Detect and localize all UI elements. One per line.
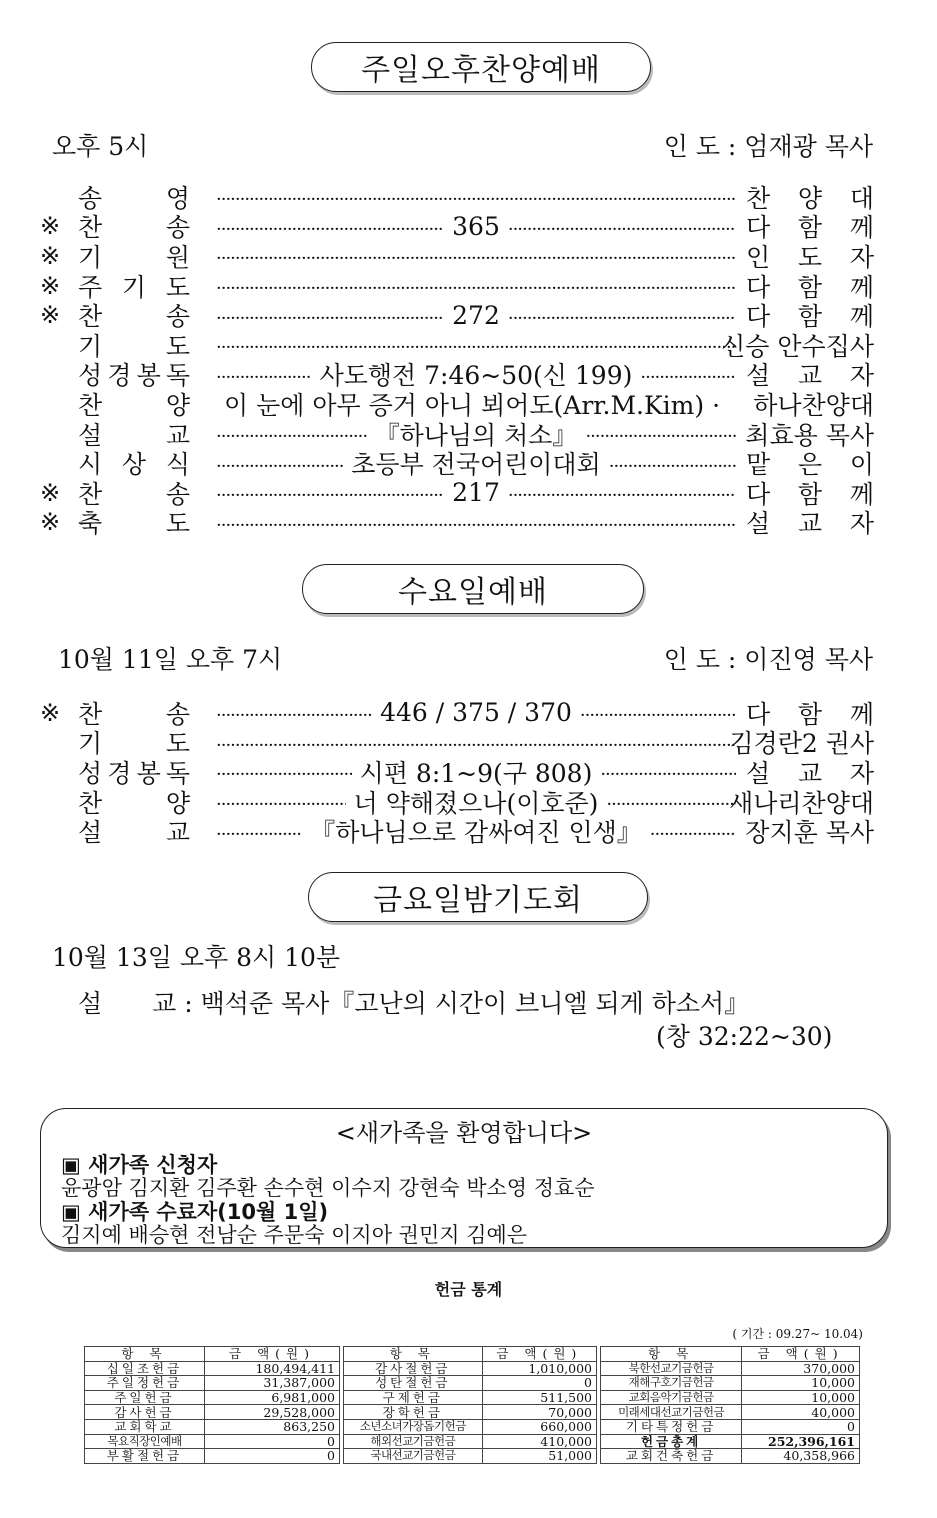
offering-amount: 10,000 <box>742 1390 860 1405</box>
order-row <box>40 419 874 449</box>
offering-amount: 40,000 <box>742 1405 860 1420</box>
offering-item: 기타특정헌금 <box>601 1419 742 1434</box>
order-row <box>40 448 874 478</box>
dot-leader <box>216 271 736 300</box>
stand-mark: ※ <box>40 478 61 507</box>
wednesday-time: 10월 11일 오후 7시 <box>58 645 283 674</box>
table-row <box>344 1449 597 1464</box>
order-item-person: 장지훈 목사 <box>745 818 874 848</box>
offering-amount: 0 <box>204 1434 339 1449</box>
order-item-content: 365 <box>452 211 500 241</box>
order-item-content: 초등부 전국어린이대회 <box>351 450 601 480</box>
order-item-person: 설 교 자 <box>746 509 874 539</box>
wednesday-title-text: 수요일예배 <box>398 575 548 610</box>
sunday-time: 오후 5시 <box>52 132 149 161</box>
dot-leader <box>216 449 343 478</box>
friday-scripture-reference: (창 32:22~30) <box>656 1022 833 1051</box>
dot-leader <box>216 728 736 757</box>
offering-amount: 410,000 <box>482 1434 596 1449</box>
offering-amount: 863,250 <box>204 1419 339 1434</box>
offering-amount: 31,387,000 <box>204 1376 339 1391</box>
order-item-content: 이 눈에 아무 증거 아니 뵈어도(Arr.M.Kim) · <box>224 390 721 420</box>
order-row <box>40 330 874 360</box>
offering-item: 목요직장인예배 <box>85 1434 205 1449</box>
wednesday-leader: 인 도 : 이진영 목사 <box>663 645 873 674</box>
offering-item: 교회음악기금헌금 <box>601 1390 742 1405</box>
sunday-service-title <box>311 42 651 92</box>
offering-amount: 0 <box>482 1376 596 1391</box>
order-item-name: 기 도 <box>78 331 190 361</box>
order-item-person: 다 함 께 <box>746 213 874 243</box>
offering-amount: 370,000 <box>742 1361 860 1376</box>
offering-item: 국내선교기금헌금 <box>344 1449 483 1464</box>
welcome-title: <새가족을 환영합니다> <box>335 1119 593 1147</box>
table-row <box>601 1390 860 1405</box>
table-row <box>85 1405 340 1420</box>
stand-mark: ※ <box>40 508 61 537</box>
dot-leader <box>216 182 736 211</box>
table-row <box>601 1361 860 1376</box>
order-item-content: 너 약해졌으나(이호준) <box>353 788 599 818</box>
order-item-name: 송 영 <box>78 183 190 213</box>
order-item-person: 다 함 께 <box>746 479 874 509</box>
header-amount: 금 액(원) <box>204 1347 339 1362</box>
order-row <box>40 728 874 758</box>
order-item-person: 새나리찬양대 <box>729 788 874 818</box>
dot-leader <box>580 698 736 727</box>
dot-leader <box>600 757 736 786</box>
offering-period: ( 기간 : 09.27~ 10.04) <box>732 1327 863 1341</box>
dot-leader <box>216 787 346 816</box>
order-item-person: 맡 은 이 <box>746 450 874 480</box>
dot-leader <box>216 698 372 727</box>
table-row <box>85 1449 340 1464</box>
applicants-names: 윤광암 김지환 김주환 손수현 이수지 강현숙 박소영 정효순 <box>61 1176 595 1200</box>
order-row <box>40 389 874 419</box>
friday-sermon: 설 교 : 백석준 목사『고난의 시간이 브니엘 되게 하소서』 <box>78 989 750 1018</box>
order-item-middle <box>216 508 736 537</box>
offering-tables <box>84 1346 860 1464</box>
offering-amount: 1,010,000 <box>482 1361 596 1376</box>
table-row <box>344 1434 597 1449</box>
order-item-person: 하나찬양대 <box>753 390 874 420</box>
offering-amount: 51,000 <box>482 1449 596 1464</box>
order-item-name: 찬 양 <box>78 390 190 420</box>
sunday-info-line <box>52 128 873 162</box>
order-row <box>40 478 874 508</box>
order-item-middle <box>216 212 736 241</box>
offering-item: 헌금총계 <box>601 1434 742 1449</box>
order-item-content: 446 / 375 / 370 <box>380 698 572 728</box>
stand-mark: ※ <box>40 698 61 727</box>
offering-item: 주일헌금 <box>85 1390 205 1405</box>
order-item-name: 설 교 <box>78 420 190 450</box>
order-item-content: 『하나님의 처소』 <box>374 420 578 450</box>
table-row <box>85 1376 340 1391</box>
order-item-content: 사도행전 7:46~50(신 199) <box>319 361 633 391</box>
table-row <box>85 1361 340 1376</box>
offering-table-2 <box>343 1346 597 1464</box>
table-row <box>601 1376 860 1391</box>
stand-mark: ※ <box>40 301 61 330</box>
order-item-name: 찬 송 <box>78 302 190 332</box>
stand-mark: ※ <box>40 241 61 270</box>
stand-mark: ※ <box>40 271 61 300</box>
header-amount: 금 액(원) <box>742 1347 860 1362</box>
header-amount: 금 액(원) <box>482 1347 596 1362</box>
order-item-middle <box>216 445 736 481</box>
offering-item: 부활절헌금 <box>85 1449 205 1464</box>
offering-table-1 <box>84 1346 340 1464</box>
order-item-middle <box>216 330 736 359</box>
order-item-middle <box>216 241 736 270</box>
order-item-name: 찬 양 <box>78 788 190 818</box>
order-item-middle <box>216 301 736 330</box>
order-item-name: 찬 송 <box>78 699 190 729</box>
order-row <box>40 212 874 242</box>
offering-amount: 40,358,966 <box>742 1449 860 1464</box>
offering-item: 소년소녀가장돕기헌금 <box>344 1419 483 1434</box>
sunday-leader: 인 도 : 엄재광 목사 <box>663 132 873 161</box>
dot-leader <box>640 360 736 389</box>
order-item-content: 217 <box>452 478 500 508</box>
friday-title-text: 금요일밤기도회 <box>373 883 583 918</box>
order-item-middle <box>216 478 736 507</box>
wednesday-order-of-service <box>40 698 874 846</box>
dot-leader <box>508 478 736 507</box>
order-row <box>40 816 874 846</box>
order-row <box>40 508 874 538</box>
order-item-middle <box>216 813 736 849</box>
table-row <box>85 1390 340 1405</box>
offering-item: 구제헌금 <box>344 1390 483 1405</box>
order-item-person: 설 교 자 <box>746 361 874 391</box>
offering-item: 장학헌금 <box>344 1405 483 1420</box>
table-row <box>85 1419 340 1434</box>
offering-item: 북한선교기금헌금 <box>601 1361 742 1376</box>
offering-amount: 6,981,000 <box>204 1390 339 1405</box>
dot-leader <box>216 360 312 389</box>
dot-leader <box>216 817 302 846</box>
offering-amount: 10,000 <box>742 1376 860 1391</box>
stand-mark: ※ <box>40 212 61 241</box>
order-row <box>40 241 874 271</box>
applicants-label: ▣ 새가족 신청자 <box>61 1153 218 1177</box>
dot-leader <box>650 817 736 846</box>
order-item-name: 설 교 <box>78 818 190 848</box>
order-item-person: 다 함 께 <box>746 302 874 332</box>
dot-leader <box>216 508 736 537</box>
dot-leader <box>216 419 367 448</box>
order-row <box>40 360 874 390</box>
dot-leader <box>508 301 736 330</box>
offering-amount: 252,396,161 <box>742 1434 860 1449</box>
order-row <box>40 757 874 787</box>
order-item-person: 설 교 자 <box>746 758 874 788</box>
order-item-content: 시편 8:1~9(구 808) <box>359 758 593 788</box>
order-item-content: 272 <box>452 300 500 330</box>
dot-leader <box>216 301 444 330</box>
table-row <box>601 1449 860 1464</box>
offering-amount: 0 <box>204 1449 339 1464</box>
table-row <box>85 1434 340 1449</box>
offering-item: 해외선교기금헌금 <box>344 1434 483 1449</box>
offering-item: 주일정헌금 <box>85 1376 205 1391</box>
new-family-welcome-box <box>40 1108 888 1248</box>
wednesday-service-title <box>302 564 644 614</box>
dot-leader <box>508 212 736 241</box>
order-item-person: 최효용 목사 <box>745 420 874 450</box>
offering-item: 감사절헌금 <box>344 1361 483 1376</box>
offering-amount: 180,494,411 <box>204 1361 339 1376</box>
offering-item: 재해구호기금헌금 <box>601 1376 742 1391</box>
order-row <box>40 787 874 817</box>
order-item-name: 찬 송 <box>78 213 190 243</box>
order-item-person: 인 도 자 <box>746 242 874 272</box>
offering-amount: 511,500 <box>482 1390 596 1405</box>
order-item-middle <box>216 698 736 727</box>
wednesday-info-line <box>58 641 873 675</box>
order-item-name: 찬 송 <box>78 479 190 509</box>
order-item-name: 시 상 식 <box>78 450 190 480</box>
table-row <box>601 1419 860 1434</box>
order-item-name: 축 도 <box>78 509 190 539</box>
header-item: 항 목 <box>344 1347 483 1362</box>
order-item-person: 신승 안수집사 <box>721 331 874 361</box>
offering-item: 성탄절헌금 <box>344 1376 483 1391</box>
order-item-name: 성 경 봉 독 <box>78 361 190 391</box>
header-item: 항 목 <box>85 1347 205 1362</box>
order-item-name: 주 기 도 <box>78 272 190 302</box>
order-item-middle <box>216 182 736 211</box>
order-row <box>40 182 874 212</box>
dot-leader <box>216 330 736 359</box>
order-item-person: 찬 양 대 <box>746 183 874 213</box>
offering-amount: 29,528,000 <box>204 1405 339 1420</box>
table-row <box>344 1376 597 1391</box>
offering-item: 십일조헌금 <box>85 1361 205 1376</box>
order-item-person: 김경란2 권사 <box>729 729 874 759</box>
order-row <box>40 300 874 330</box>
table-row <box>344 1361 597 1376</box>
order-item-name: 기 원 <box>78 242 190 272</box>
offering-amount: 660,000 <box>482 1419 596 1434</box>
offering-item: 교회학교 <box>85 1419 205 1434</box>
friday-service-title <box>308 872 648 922</box>
table-row <box>601 1434 860 1449</box>
table-row <box>344 1419 597 1434</box>
offering-amount: 70,000 <box>482 1405 596 1420</box>
offering-item: 교회건축헌금 <box>601 1449 742 1464</box>
dot-leader <box>585 419 736 448</box>
table-row <box>601 1405 860 1420</box>
offering-item: 미래세대선교기금헌금 <box>601 1405 742 1420</box>
offering-table-3 <box>600 1346 860 1464</box>
order-item-content: 『하나님으로 감싸여진 인생』 <box>310 818 642 848</box>
order-row <box>40 271 874 301</box>
offering-amount: 0 <box>742 1419 860 1434</box>
table-row <box>344 1390 597 1405</box>
dot-leader <box>216 757 352 786</box>
order-item-person: 다 함 께 <box>746 272 874 302</box>
dot-leader <box>609 449 736 478</box>
order-item-name: 성 경 봉 독 <box>78 758 190 788</box>
graduates-label: ▣ 새가족 수료자(10월 1일) <box>61 1200 329 1224</box>
header-item: 항 목 <box>601 1347 742 1362</box>
graduates-names: 김지예 배승현 전남순 주문숙 이지아 권민지 김예은 <box>61 1223 528 1247</box>
table-row <box>344 1405 597 1420</box>
sunday-order-of-service <box>40 182 874 537</box>
dot-leader <box>216 241 736 270</box>
order-row <box>40 698 874 728</box>
order-item-name: 기 도 <box>78 729 190 759</box>
dot-leader <box>606 787 736 816</box>
offering-item: 감사헌금 <box>85 1405 205 1420</box>
sunday-title-text: 주일오후찬양예배 <box>361 53 601 88</box>
order-item-middle <box>216 728 736 757</box>
order-item-person: 다 함 께 <box>746 699 874 729</box>
offering-title: 헌금 통계 <box>434 1280 503 1299</box>
dot-leader <box>216 478 444 507</box>
order-item-middle <box>216 271 736 300</box>
friday-time: 10월 13일 오후 8시 10분 <box>52 943 341 972</box>
dot-leader <box>216 212 444 241</box>
